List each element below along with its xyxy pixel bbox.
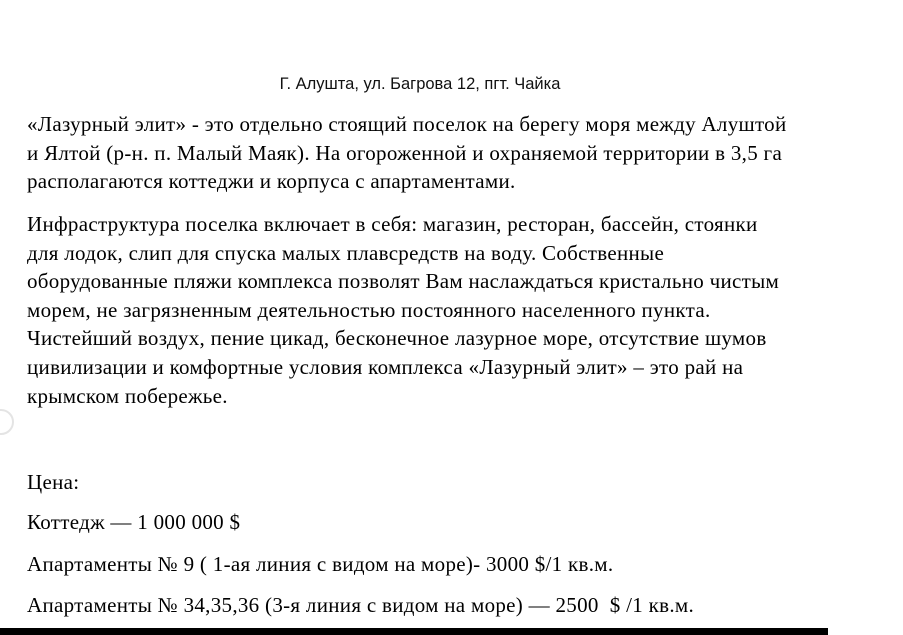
bottom-bar bbox=[0, 628, 828, 635]
paragraph-location-description bbox=[27, 110, 857, 196]
text-line: для лодок, слип для спуска малых плавсредств на воду. Собственные bbox=[27, 240, 665, 265]
price-line-apartment-9: Апартаменты № 9 ( 1-ая линия с видом на море)- 3000 $/1 кв.м. bbox=[27, 552, 614, 576]
price-line-cottage: Коттедж — 1 000 000 $ bbox=[27, 510, 241, 534]
text-line: и Ялтой (р-н. п. Малый Маяк). На огороженной и охраняемой территории в 3,5 га bbox=[27, 140, 783, 165]
text-line: располагаются коттеджи и корпуса с апартаментами. bbox=[27, 169, 516, 194]
price-line-apartments-34-35-36: Апартаменты № 34,35,36 (3-я линия с видом на море) — 2500 $ /1 кв.м. bbox=[27, 593, 695, 617]
text-line: цивилизации и комфортные условия комплекса «Лазурный элит» – это рай на bbox=[27, 354, 744, 379]
text-line: оборудованные пляжи комплекса позволят Вам наслаждаться кристально чистым bbox=[27, 269, 780, 294]
text-line: крымском побережье. bbox=[27, 383, 228, 408]
paragraph-infrastructure-description bbox=[27, 210, 857, 410]
text-line: морем, не загрязненным деятельностью постоянного населенного пункта. bbox=[27, 297, 711, 322]
text-line: «Лазурный элит» - это отдельно стоящий поселок на берегу моря между Алуштой bbox=[27, 112, 787, 136]
circle-artifact bbox=[0, 409, 14, 435]
document-title: Г. Алушта, ул. Багрова 12, пгт. Чайка bbox=[279, 75, 561, 93]
text-line: Инфраструктура поселка включает в себя: магазин, ресторан, бассейн, стоянки bbox=[27, 212, 758, 236]
price-section-label: Цена: bbox=[27, 470, 80, 494]
text-line: Чистейший воздух, пение цикад, бесконечное лазурное море, отсутствие шумов bbox=[27, 326, 767, 351]
